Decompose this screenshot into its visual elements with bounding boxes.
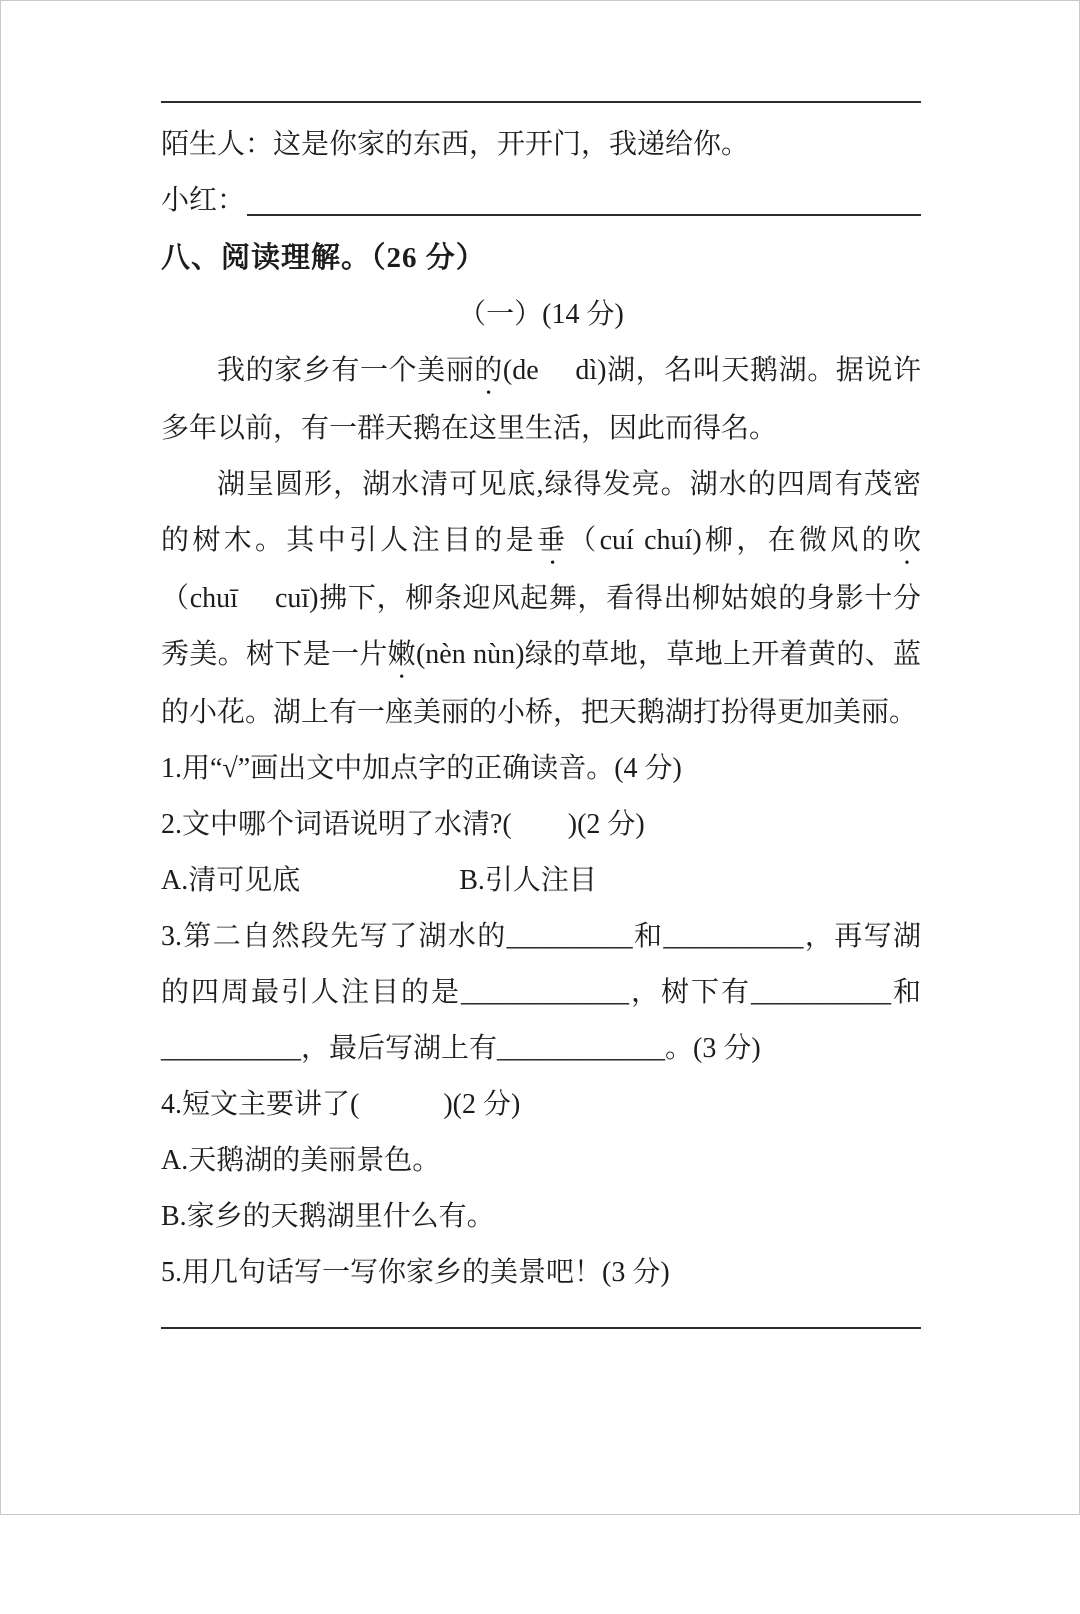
question-1: 1.用“√”画出文中加点字的正确读音。(4 分): [161, 753, 682, 784]
dialogue-stranger-line: 陌生人：这是你家的东西，开开门，我递给你。: [161, 129, 750, 160]
question-2-option-a: A.清可见底: [161, 865, 301, 896]
text-segment: 湖呈圆形，湖水清可见底,绿得发亮。湖水的四周有茂密的树木。其中引人注目的是: [161, 469, 921, 556]
dotted-char-chui-blow: 吹: [892, 525, 921, 556]
dotted-char-chui-willow: 垂: [536, 525, 569, 556]
text-segment: (nèn nùn)绿的草地，草地上开着黄的、蓝的小花。湖上有一座美丽的小桥，把天鹅湖打扮得更加美丽。: [161, 639, 921, 728]
top-rule: [161, 101, 921, 103]
question-4-option-b: B.家乡的天鹅湖里什么有。: [161, 1201, 495, 1232]
question-3: 3.第二自然段先写了湖水的_________和__________，再写湖的四周最引人注目的是____________，树下有__________和__________，最后写湖上有____________。(3 分): [161, 921, 921, 1064]
passage-paragraph-2: [161, 457, 921, 741]
part-subtitle: （一）(14 分): [458, 299, 624, 330]
question-4-option-a: A.天鹅湖的美丽景色。: [161, 1145, 441, 1176]
passage-paragraph-1: [161, 343, 921, 457]
question-2-options: [161, 853, 921, 909]
text-segment: （cuí chuí)柳，在微风的: [568, 525, 893, 556]
dotted-char-nen: 嫩: [387, 639, 416, 670]
section-heading: 八、阅读理解。（26 分）: [161, 242, 486, 274]
dialogue-xiaohong-label: 小红：: [161, 185, 246, 216]
question-2-option-b: B.引人注目: [459, 865, 597, 896]
question-5: 5.用几句话写一写你家乡的美景吧！(3 分): [161, 1257, 670, 1288]
exam-page: [1, 101, 1079, 1614]
question-2: 2.文中哪个词语说明了水清?( )(2 分): [161, 809, 645, 840]
bottom-rule: [161, 1327, 921, 1329]
text-segment: （chuī cuī)拂下，柳条迎风起舞，看得出柳姑娘的身影十分秀美。树下是一片: [161, 583, 921, 670]
text-segment: (de dì)湖，名叫天鹅湖。据说许多年以前，有一群天鹅在这里生活，因此而得名。: [161, 355, 921, 444]
question-4: 4.短文主要讲了( )(2 分): [161, 1089, 521, 1120]
text-segment: 我的家乡有一个美丽: [217, 355, 475, 386]
answer-blank-line: [247, 173, 921, 216]
dialogue-xiaohong-row: [161, 173, 921, 229]
dotted-char-de: 的: [474, 355, 503, 386]
